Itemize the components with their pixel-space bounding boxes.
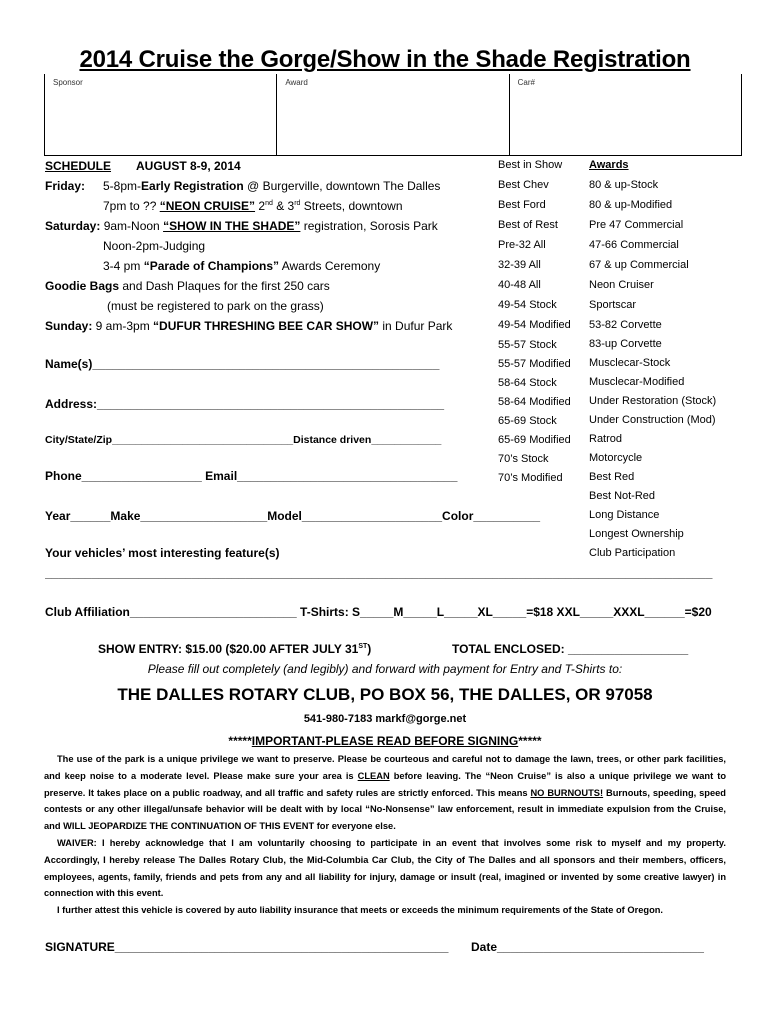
award-category: Best Not-Red (589, 490, 656, 502)
phone-email-field[interactable]: Phone__________________ Email_________________________________ (45, 469, 458, 483)
best-in-show-category: 55-57 Stock (498, 339, 557, 351)
award-category: Musclecar-Modified (589, 376, 685, 388)
instructions-text: Please fill out completely (and legibly) and forward with payment for Entry and T-Shirts to: (147, 662, 623, 676)
best-in-show-category: 58-64 Modified (498, 396, 571, 408)
award-category: 83-up Corvette (589, 338, 662, 350)
mailing-address: THE DALLES ROTARY CLUB, PO BOX 56, THE DALLES, OR 97058 (117, 685, 653, 704)
best-in-show-category: 49-54 Stock (498, 299, 557, 311)
car-number-box[interactable] (510, 74, 741, 155)
award-category: 67 & up Commercial (589, 259, 689, 271)
award-category: Sportscar (589, 299, 637, 311)
feature-line[interactable]: ____________________________________________________________________________________________________ (45, 566, 713, 580)
show-entry-fee: SHOW ENTRY: $15.00 ($20.00 AFTER JULY 31ST) (98, 642, 372, 656)
contact-info: 541-980-7183 markf@gorge.net (303, 713, 467, 725)
best-in-show-category: Pre-32 All (498, 239, 546, 251)
award-box[interactable] (277, 74, 509, 155)
park-rules-paragraph: The use of the park is a unique privilege we want to preserve. Please be courteous and careful not to damage the lawn, trees, or other park facilities, and keep noise to a moderate level. Please make sure your area is CLEAN before leaving. The “Neon Cruise” is also a unique privilege we want to preserve. It takes place on a public roadway, and all traffic and safety rules are strictly enforced. This means NO BURNOUTS! Burnouts, speeding, speed contests or any other illegal/unsafe behavior will be dealt with by local “No-Nonsense” law enforcement, result in immediate expulsion from the Cruise, and WILL JEOPARDIZE THE CONTINUATION OF THIS EVENT for everyone else. (44, 754, 726, 832)
names-field[interactable]: Name(s)____________________________________________________ (45, 357, 440, 371)
best-in-show-category: 32-39 All (498, 259, 541, 271)
city-distance-field[interactable]: City/State/Zip_______________________________Distance driven____________ (45, 434, 442, 446)
best-in-show-category: 40-48 All (498, 279, 541, 291)
best-in-show-heading: Best in Show (498, 159, 563, 171)
sponsor-label: Sponsor (53, 78, 83, 87)
award-category: 47-66 Commercial (589, 239, 679, 251)
address-field[interactable]: Address:____________________________________________________ (45, 397, 445, 411)
signature-field[interactable]: SIGNATURE__________________________________________________ (45, 940, 449, 954)
best-in-show-category: Best Chev (498, 179, 549, 191)
best-in-show-category: Best of Rest (498, 219, 558, 231)
award-category: Motorcycle (589, 452, 643, 464)
award-category: Longest Ownership (589, 528, 684, 540)
award-category: Under Restoration (Stock) (589, 395, 717, 407)
award-category: Long Distance (589, 509, 660, 521)
club-tshirt-field[interactable]: Club Affiliation_________________________ T-Shirts: S_____M_____L_____XL_____=$18 XXL_____XXXL______=$20 (45, 605, 712, 619)
feature-label: Your vehicles’ most interesting feature(s) (45, 546, 280, 560)
award-category: Ratrod (589, 433, 623, 445)
goodie-bags-note: (must be registered to park on the grass) (107, 299, 324, 313)
best-in-show-column (498, 159, 571, 484)
date-field[interactable]: Date_______________________________ (471, 940, 704, 954)
sponsor-box[interactable] (45, 74, 277, 155)
best-in-show-category: 49-54 Modified (498, 319, 571, 331)
total-enclosed-field[interactable]: TOTAL ENCLOSED: __________________ (452, 642, 689, 656)
award-category: Under Construction (Mod) (589, 414, 716, 426)
car-number-label: Car# (517, 78, 535, 87)
important-notice: *****IMPORTANT-PLEASE READ BEFORE SIGNING***** (228, 734, 542, 748)
award-category: Club Participation (589, 547, 676, 559)
award-label: Award (285, 78, 308, 87)
award-category: Neon Cruiser (589, 279, 654, 291)
vehicle-fields[interactable]: Year______Make___________________Model_____________________Color__________ (45, 509, 541, 523)
saturday-line-2: Noon-2pm-Judging (103, 239, 206, 253)
award-category: Pre 47 Commercial (589, 219, 684, 231)
award-category: Musclecar-Stock (589, 357, 671, 369)
page-title: 2014 Cruise the Gorge/Show in the Shade Registration (79, 46, 691, 73)
best-in-show-category: 65-69 Stock (498, 415, 557, 427)
saturday-line-3: 3-4 pm “Parade of Champions” Awards Ceremony (103, 259, 381, 273)
schedule-heading: SCHEDULE (45, 159, 112, 173)
best-in-show-category: Best Ford (498, 199, 546, 211)
friday-line-2: 7pm to ?? “NEON CRUISE” 2nd & 3rd Streets, downtown (103, 199, 403, 213)
awards-column (589, 159, 717, 559)
best-in-show-category: 70’s Modified (498, 472, 563, 484)
award-category: 80 & up-Modified (589, 199, 673, 211)
friday-line-1: 5-8pm-Early Registration @ Burgerville, downtown The Dalles (103, 179, 441, 193)
award-category: 80 & up-Stock (589, 179, 659, 191)
goodie-bags-line: Goodie Bags and Dash Plaques for the first 250 cars (45, 279, 330, 293)
best-in-show-category: 70’s Stock (498, 453, 549, 465)
waiver-paragraph: WAIVER: I hereby acknowledge that I am voluntarily choosing to participate in an event that involves some risk to myself and my property. Accordingly, I hereby release The Dalles Rotary Club, the Mid-Columbia Car Club, the City of The Dalles and all sponsors and their members, officers, employees, agents, family, friends and pets from any and all liability for injury, damage or insult (real, imagined or invented by some creative lawyer) in connection with this event. (44, 837, 726, 899)
best-in-show-category: 65-69 Modified (498, 434, 571, 446)
best-in-show-category: 58-64 Stock (498, 377, 557, 389)
insurance-paragraph: I further attest this vehicle is covered by auto liability insurance that meets or exceeds the minimum requirements of the State of Oregon. (57, 905, 664, 916)
award-category: Best Red (589, 471, 635, 483)
award-category: 53-82 Corvette (589, 319, 662, 331)
saturday-line-1: Saturday: 9am-Noon “SHOW IN THE SHADE” registration, Sorosis Park (45, 219, 438, 233)
schedule-date: AUGUST 8-9, 2014 (136, 159, 241, 173)
legal-text (44, 751, 726, 919)
office-use-boxes (44, 74, 742, 156)
sunday-line: Sunday: 9 am-3pm “DUFUR THRESHING BEE CAR SHOW” in Dufur Park (45, 319, 453, 333)
friday-label: Friday: (45, 179, 86, 193)
best-in-show-category: 55-57 Modified (498, 358, 571, 370)
awards-heading: Awards (589, 159, 629, 171)
